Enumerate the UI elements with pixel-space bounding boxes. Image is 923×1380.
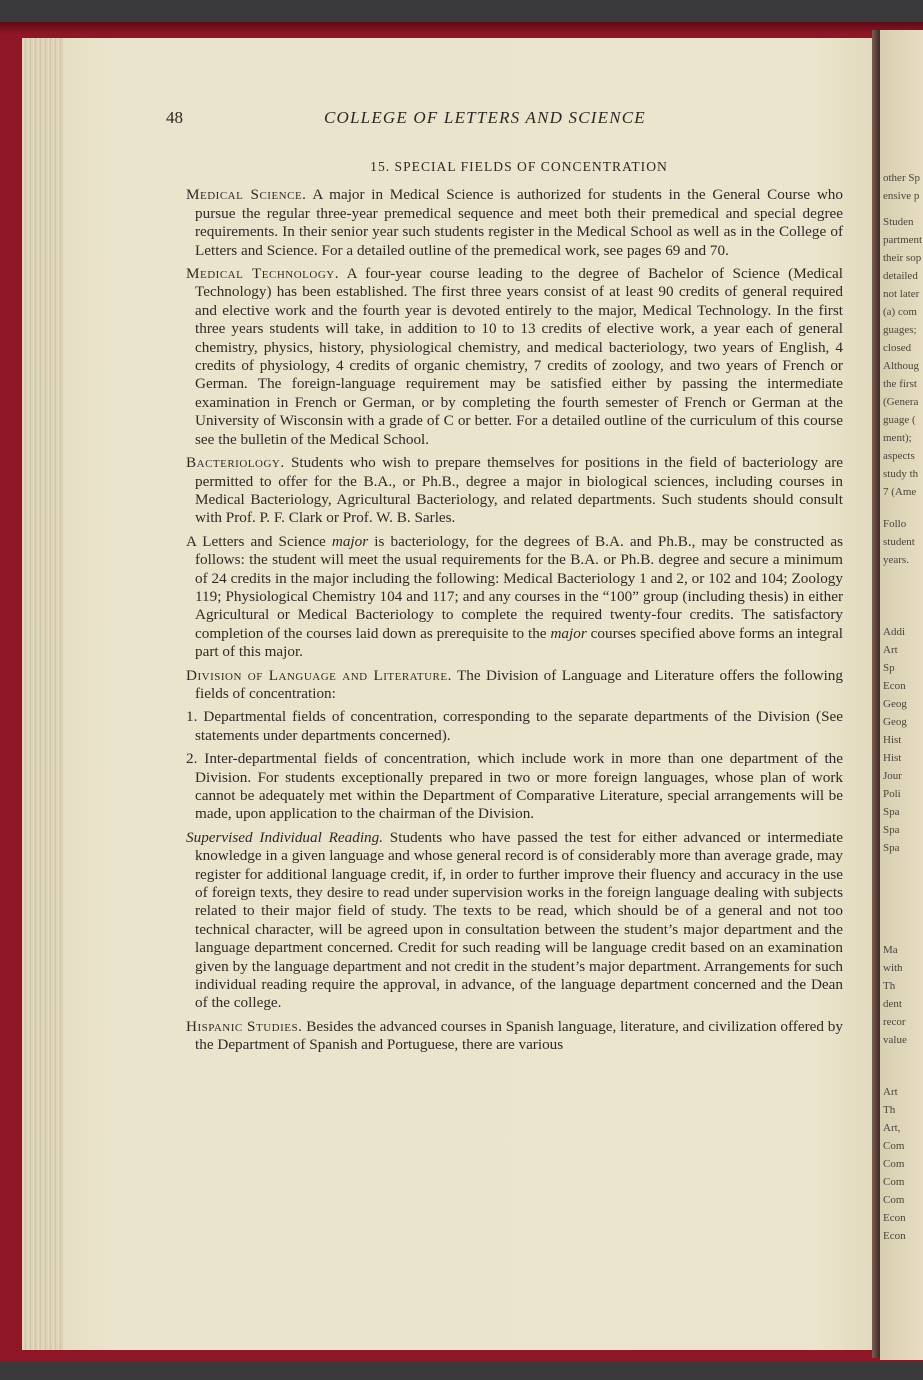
- facing-page-fragment: Follo: [883, 518, 907, 530]
- page-number: 48: [166, 108, 183, 127]
- paragraph-text: A major in Medical Science is authorized for students in the General Course who pursue the regular three-year premedical sequence and meet both their premedical and special degree requirements. In their senior year such students register in the Medical School as well as in the College of Letters and Science. For a detailed outline of the premedical work, see pages 69 and 70.: [195, 186, 843, 259]
- facing-page-fragment: study th: [883, 468, 919, 480]
- facing-page-fragment: Spa: [883, 842, 900, 854]
- run-in-heading: Bacteriology.: [186, 454, 285, 472]
- facing-page-fragment: Addi: [883, 626, 905, 638]
- facing-page-fragment: with: [883, 962, 903, 974]
- facing-page-fragment: Econ: [883, 680, 906, 692]
- facing-page-fragment: detailed: [883, 270, 918, 282]
- facing-page-fragment: years.: [883, 554, 909, 566]
- facing-page-fragment: Poli: [883, 788, 901, 800]
- paragraph-bacteriology-major: [186, 532, 844, 662]
- facing-page-fragment: Hist: [883, 734, 902, 746]
- facing-page-fragment: guage (: [883, 414, 916, 426]
- running-head: COLLEGE OF LETTERS AND SCIENCE: [324, 108, 646, 127]
- paragraph-hispanic-studies: [186, 1017, 843, 1055]
- facing-page-fragment: Th: [883, 980, 896, 992]
- paragraph-inter-departmental-fields: [186, 750, 843, 824]
- page-edges: [22, 38, 68, 1350]
- italic-term: major: [550, 624, 587, 642]
- paragraph-text: 2. Inter-departmental fields of concentration, which include work in more than one department of the Division. For students exceptionally prepared in two or more foreign languages, whose plan of work cannot be adequately met within the Department of Comparative Literature, special arrangements will be made, upon application to the chairman of the Division.: [186, 750, 843, 823]
- facing-page-fragment: other Sp: [883, 172, 920, 184]
- paragraph-text: 1. Departmental fields of concentration, corresponding to the separate departments of the Division (See statements under departments concerned).: [186, 708, 843, 744]
- facing-page-fragment: Althoug: [883, 360, 920, 372]
- facing-page-fragment: (a) com: [883, 306, 917, 318]
- book-gutter: [872, 30, 880, 1358]
- facing-page-fragment: ensive p: [883, 190, 920, 202]
- facing-page-fragment: Com: [883, 1140, 905, 1152]
- run-in-heading: Medical Technology.: [186, 265, 339, 283]
- facing-page-fragment: Geog: [883, 716, 907, 728]
- paragraph-text: A four-year course leading to the degree of Bachelor of Science (Medical Technology) has been established. The first three years consist of at least 90 credits of general required and elective work and the fourth year is devoted entirely to the major, Medical Technology. In the first three years students will take, in addition to 10 to 13 credits of elective work, a year each of general chemistry, physics, history, physiological chemistry, and medical bacteriology, two years of English, 4 credits of physiology, 4 credits of organic chemistry, 7 credits of zoology, and two years of French or German. The foreign-language requirement may be satisfied either by passing the intermediate examination in French or German, or by completing the fourth semester of French or German at the University of Wisconsin with a grade of C or better. For a detailed outline of the curriculum of this course see the bulletin of the Medical School.: [195, 265, 843, 448]
- facing-page-fragment: Art: [883, 644, 898, 656]
- facing-page-fragment: 7 (Ame: [883, 486, 917, 498]
- facing-page-fragment: Art,: [883, 1122, 901, 1134]
- section-heading: 15. SPECIAL FIELDS OF CONCENTRATION: [370, 159, 668, 174]
- page-header: [166, 106, 684, 132]
- facing-page-fragment: student: [883, 536, 915, 548]
- paragraph-medical-technology: [186, 265, 843, 449]
- paragraph-medical-science: [186, 186, 843, 260]
- facing-page-fragment: ment);: [883, 432, 912, 444]
- paragraph-text: Besides the advanced courses in Spanish language, literature, and civilization offered by the Department of Spanish and Portuguese, there are various: [195, 1017, 843, 1054]
- italic-term: major: [331, 532, 369, 550]
- paragraph-text: The Division of Language and Literature offers the following fields of concentration:: [195, 666, 843, 702]
- paragraph-text: A Letters and Science: [186, 532, 332, 550]
- facing-page-fragment: Geog: [883, 698, 907, 710]
- facing-page-fragment: Com: [883, 1194, 905, 1206]
- facing-page-fragment: Art: [883, 1086, 898, 1098]
- run-in-heading: Supervised Individual Reading.: [186, 828, 384, 846]
- facing-page: [880, 30, 923, 1360]
- paragraph-text: Students who wish to prepare themselves for positions in the field of bacteriology are permitted to offer for the B.A., or Ph.B., degree a major in biological sciences, including courses in Medical Bacteriology, Agricultural Bacteriology, and related departments. Such students should consult with Prof. P. F. Clark or Prof. W. B. Sarles.: [195, 454, 843, 527]
- facing-page-fragment: Th: [883, 1104, 896, 1116]
- facing-page-fragment: Com: [883, 1158, 905, 1170]
- paragraph-text: is bacteriology, for the degrees of B.A. and Ph.B., may be constructed as follows: the student will meet the usual requirements for the B.A. or Ph.B. degree and secure a minimum of 24 credits in the major including the following: Medical Bacteriology 1 and 2, or 102 and 104; Zoology 119; Physiological Chemistry 104 and 117; and any courses in the “100” group (including thesis) in either Agricultural or Medical Bacteriology to complete the required twenty-four credits. The satisfactory completion of the courses laid down as prerequisite to the: [195, 532, 843, 642]
- paragraph-supervised-reading: [186, 828, 843, 1013]
- facing-page-fragment: Jour: [883, 770, 902, 782]
- facing-page-fragment: guages;: [883, 324, 917, 336]
- facing-page-fragment: value: [883, 1034, 907, 1046]
- paragraph-text: Students who have passed the test for either advanced or intermediate knowledge in a given language and whose general record is of considerably more than average grade, may register for additional language credit, if, in order to further improve their fluency and accuracy in the use of foreign texts, they desire to read under supervision works in the foreign language dealing with subjects related to their major field of study. The texts to be read, which should be of a general and not too technical character, will be agreed upon in consultation between the student’s major department and the language department concerned. Credit for such reading will be language credit based on an examination given by the language department and not credit in the student’s major department. Arrangements for such individual reading require the approval, in advance, of the language department concerned and the Dean of the college.: [195, 828, 843, 1012]
- run-in-heading: Division of Language and Literature.: [186, 666, 452, 684]
- run-in-heading: Medical Science.: [186, 186, 307, 204]
- facing-page-fragment: Spa: [883, 824, 900, 836]
- paragraph-departmental-fields: [186, 708, 843, 745]
- facing-page-fragment: dent: [883, 998, 902, 1010]
- facing-page-fragment: the first: [883, 378, 917, 390]
- paragraph-text: courses specified above forms an integral part of this major.: [195, 624, 844, 661]
- facing-page-fragment: Sp: [883, 662, 895, 674]
- facing-page-fragment: Econ: [883, 1212, 906, 1224]
- facing-page-fragment: their sop: [883, 252, 922, 264]
- facing-page-fragment: partment: [883, 234, 923, 246]
- facing-page-fragment: Studen: [883, 216, 914, 228]
- facing-page-fragment: Econ: [883, 1230, 906, 1242]
- cover-shadow: [0, 22, 923, 34]
- facing-page-fragment: Ma: [883, 944, 898, 956]
- facing-page-fragment: Hist: [883, 752, 902, 764]
- run-in-heading: Hispanic Studies.: [186, 1017, 303, 1035]
- paragraph-language-literature: [186, 666, 843, 704]
- facing-page-fragment: recor: [883, 1016, 906, 1028]
- paragraph-bacteriology: [186, 454, 843, 528]
- facing-page-fragment: closed: [883, 342, 912, 354]
- facing-page-fragment: Spa: [883, 806, 900, 818]
- facing-page-fragment: not later: [883, 288, 920, 300]
- facing-page-fragment: Com: [883, 1176, 905, 1188]
- facing-page-fragment: aspects: [883, 450, 915, 462]
- facing-page-fragment: (Genera: [883, 396, 919, 408]
- body-text: [186, 158, 844, 1060]
